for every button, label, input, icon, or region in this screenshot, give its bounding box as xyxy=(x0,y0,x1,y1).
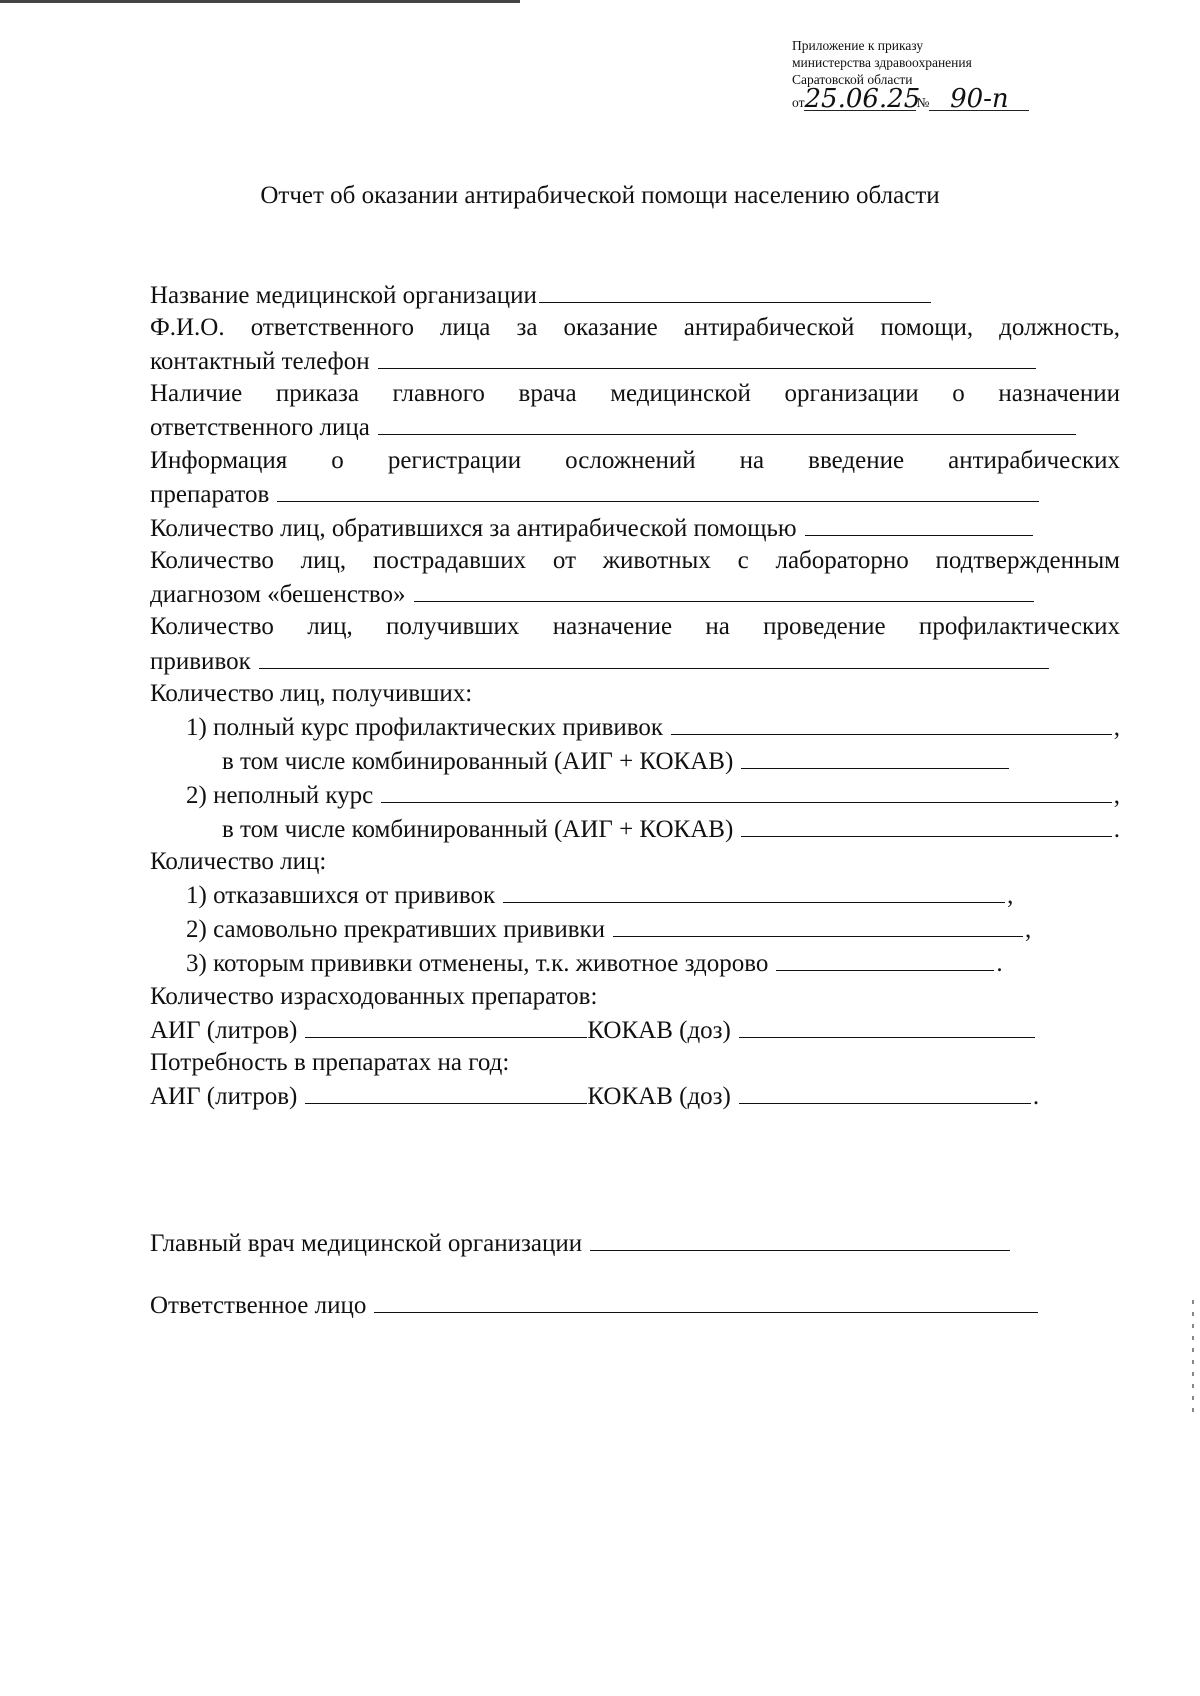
field-complications-blank[interactable] xyxy=(277,477,1039,502)
persons-heading xyxy=(150,846,1120,878)
field-rabies-line1: Количество лиц, пострадавших от животных с лабораторно подтвержденным xyxy=(150,547,1120,575)
annex-line-4 xyxy=(792,84,1092,114)
field-cancelled-blank[interactable] xyxy=(776,947,994,972)
field-org-name xyxy=(150,278,1120,312)
field-rabies-label: диагнозом «бешенство» xyxy=(150,581,406,609)
field-responsible-blank[interactable] xyxy=(378,344,1036,369)
field-partial-combined-period: . xyxy=(1113,816,1120,843)
field-partial-combined-blank[interactable] xyxy=(741,812,1111,837)
field-full-course xyxy=(150,710,1120,744)
field-order-line1: Наличие приказа главного врача медицинской организации о назначении xyxy=(150,380,1120,408)
field-need-drugs xyxy=(150,1079,1120,1113)
persons-heading-label: Количество лиц: xyxy=(150,848,327,876)
field-complications xyxy=(150,477,1120,511)
field-order xyxy=(150,411,1120,445)
field-applied-blank[interactable] xyxy=(805,511,1033,536)
field-stopped xyxy=(150,913,1120,947)
field-prescribed-blank[interactable] xyxy=(259,644,1049,669)
received-heading-label: Количество лиц, получивших: xyxy=(150,679,473,707)
annex-date-handwritten: 25.06.25 xyxy=(804,84,921,114)
field-cancelled xyxy=(150,947,1120,981)
field-responsible xyxy=(150,344,1120,378)
received-heading xyxy=(150,678,1120,710)
scan-edge-right xyxy=(1192,1300,1194,1420)
field-order-label: ответственного лица xyxy=(150,414,370,442)
field-partial-course-label: 2) неполный курс xyxy=(186,781,374,809)
field-cancelled-label: 3) которым прививки отменены, т.к. животное здорово xyxy=(186,950,769,978)
signature-responsible-blank[interactable] xyxy=(374,1288,1038,1313)
signature-responsible-label: Ответственное лицо xyxy=(150,1291,367,1319)
field-consumed-aig-label: АИГ (литров) xyxy=(150,1016,298,1044)
field-stopped-label: 2) самовольно прекративших прививки xyxy=(186,916,606,944)
field-rabies xyxy=(150,577,1120,611)
field-refused-label: 1) отказавшихся от прививок xyxy=(186,882,496,910)
consumed-heading-label: Количество израсходованных препаратов: xyxy=(150,982,598,1010)
field-consumed-kokav-label: КОКАВ (доз) xyxy=(587,1016,731,1044)
field-applied-label: Количество лиц, обратившихся за антирабической помощью xyxy=(150,514,797,542)
field-refused-comma: , xyxy=(1007,882,1014,910)
annex-number-handwritten: 90-п xyxy=(929,88,1029,111)
annex-from: от xyxy=(792,95,805,110)
field-full-course-comma: , xyxy=(1113,713,1120,741)
signature-responsible xyxy=(150,1288,1038,1320)
need-heading xyxy=(150,1047,1120,1079)
field-partial-combined xyxy=(150,812,1120,846)
field-need-period: . xyxy=(1032,1083,1040,1111)
field-org-name-blank[interactable] xyxy=(539,278,931,303)
field-refused xyxy=(150,879,1120,913)
field-prescribed-line1: Количество лиц, получивших назначение на проведение профилактических xyxy=(150,613,1120,641)
field-refused-blank[interactable] xyxy=(503,879,1005,904)
field-complications-line1: Информация о регистрации осложнений на введение антирабических xyxy=(150,446,1120,474)
document-title: Отчет об оказании антирабической помощи населению области xyxy=(260,182,940,209)
field-full-course-label: 1) полный курс профилактических прививок xyxy=(186,713,664,741)
field-partial-course xyxy=(150,778,1120,812)
field-consumed-drugs xyxy=(150,1013,1120,1047)
signature-chief xyxy=(150,1226,1010,1258)
scan-edge-top xyxy=(0,0,520,3)
field-stopped-comma: , xyxy=(1025,916,1032,944)
field-org-name-label: Название медицинской организации xyxy=(150,281,537,309)
field-full-course-blank[interactable] xyxy=(671,710,1112,735)
field-need-aig-blank[interactable] xyxy=(305,1079,587,1104)
annex-number-sign: № xyxy=(916,95,930,110)
report-form xyxy=(150,278,1120,1113)
field-responsible-label: контактный телефон xyxy=(150,348,370,376)
field-partial-course-blank[interactable] xyxy=(381,778,1111,803)
field-full-combined-blank[interactable] xyxy=(741,744,1009,769)
signature-chief-blank[interactable] xyxy=(590,1226,1010,1251)
field-full-combined-label: в том числе комбинированный (АИГ + КОКАВ) xyxy=(222,747,734,775)
field-consumed-kokav-blank[interactable] xyxy=(739,1013,1035,1038)
field-rabies-blank[interactable] xyxy=(414,577,1034,602)
field-complications-label: препаратов xyxy=(150,480,270,508)
field-need-kokav-blank[interactable] xyxy=(739,1079,1031,1104)
field-partial-course-comma: , xyxy=(1113,781,1120,809)
field-consumed-aig-blank[interactable] xyxy=(305,1013,587,1038)
field-stopped-blank[interactable] xyxy=(613,913,1023,938)
field-full-combined xyxy=(150,744,1120,778)
annex-line-2: министерства здравоохранения xyxy=(792,55,972,70)
field-need-kokav-label: КОКАВ (доз) xyxy=(587,1083,731,1111)
field-cancelled-period: . xyxy=(996,950,1003,978)
field-prescribed-label: прививок xyxy=(150,647,251,675)
field-applied xyxy=(150,511,1120,545)
field-prescribed xyxy=(150,644,1120,678)
annex-line-3: Саратовской области xyxy=(792,72,913,87)
field-partial-combined-label: в том числе комбинированный (АИГ + КОКАВ) xyxy=(222,816,734,843)
annex-stamp xyxy=(792,37,1092,114)
field-responsible-line1: Ф.И.О. ответственного лица за оказание антирабической помощи, должность, xyxy=(150,314,1120,342)
field-order-blank[interactable] xyxy=(378,411,1076,436)
signature-chief-label: Главный врач медицинской организации xyxy=(150,1229,583,1257)
need-heading-label: Потребность в препаратах на год: xyxy=(150,1049,510,1077)
consumed-heading xyxy=(150,981,1120,1013)
annex-line-1: Приложение к приказу xyxy=(792,38,924,53)
field-need-aig-label: АИГ (литров) xyxy=(150,1083,298,1111)
